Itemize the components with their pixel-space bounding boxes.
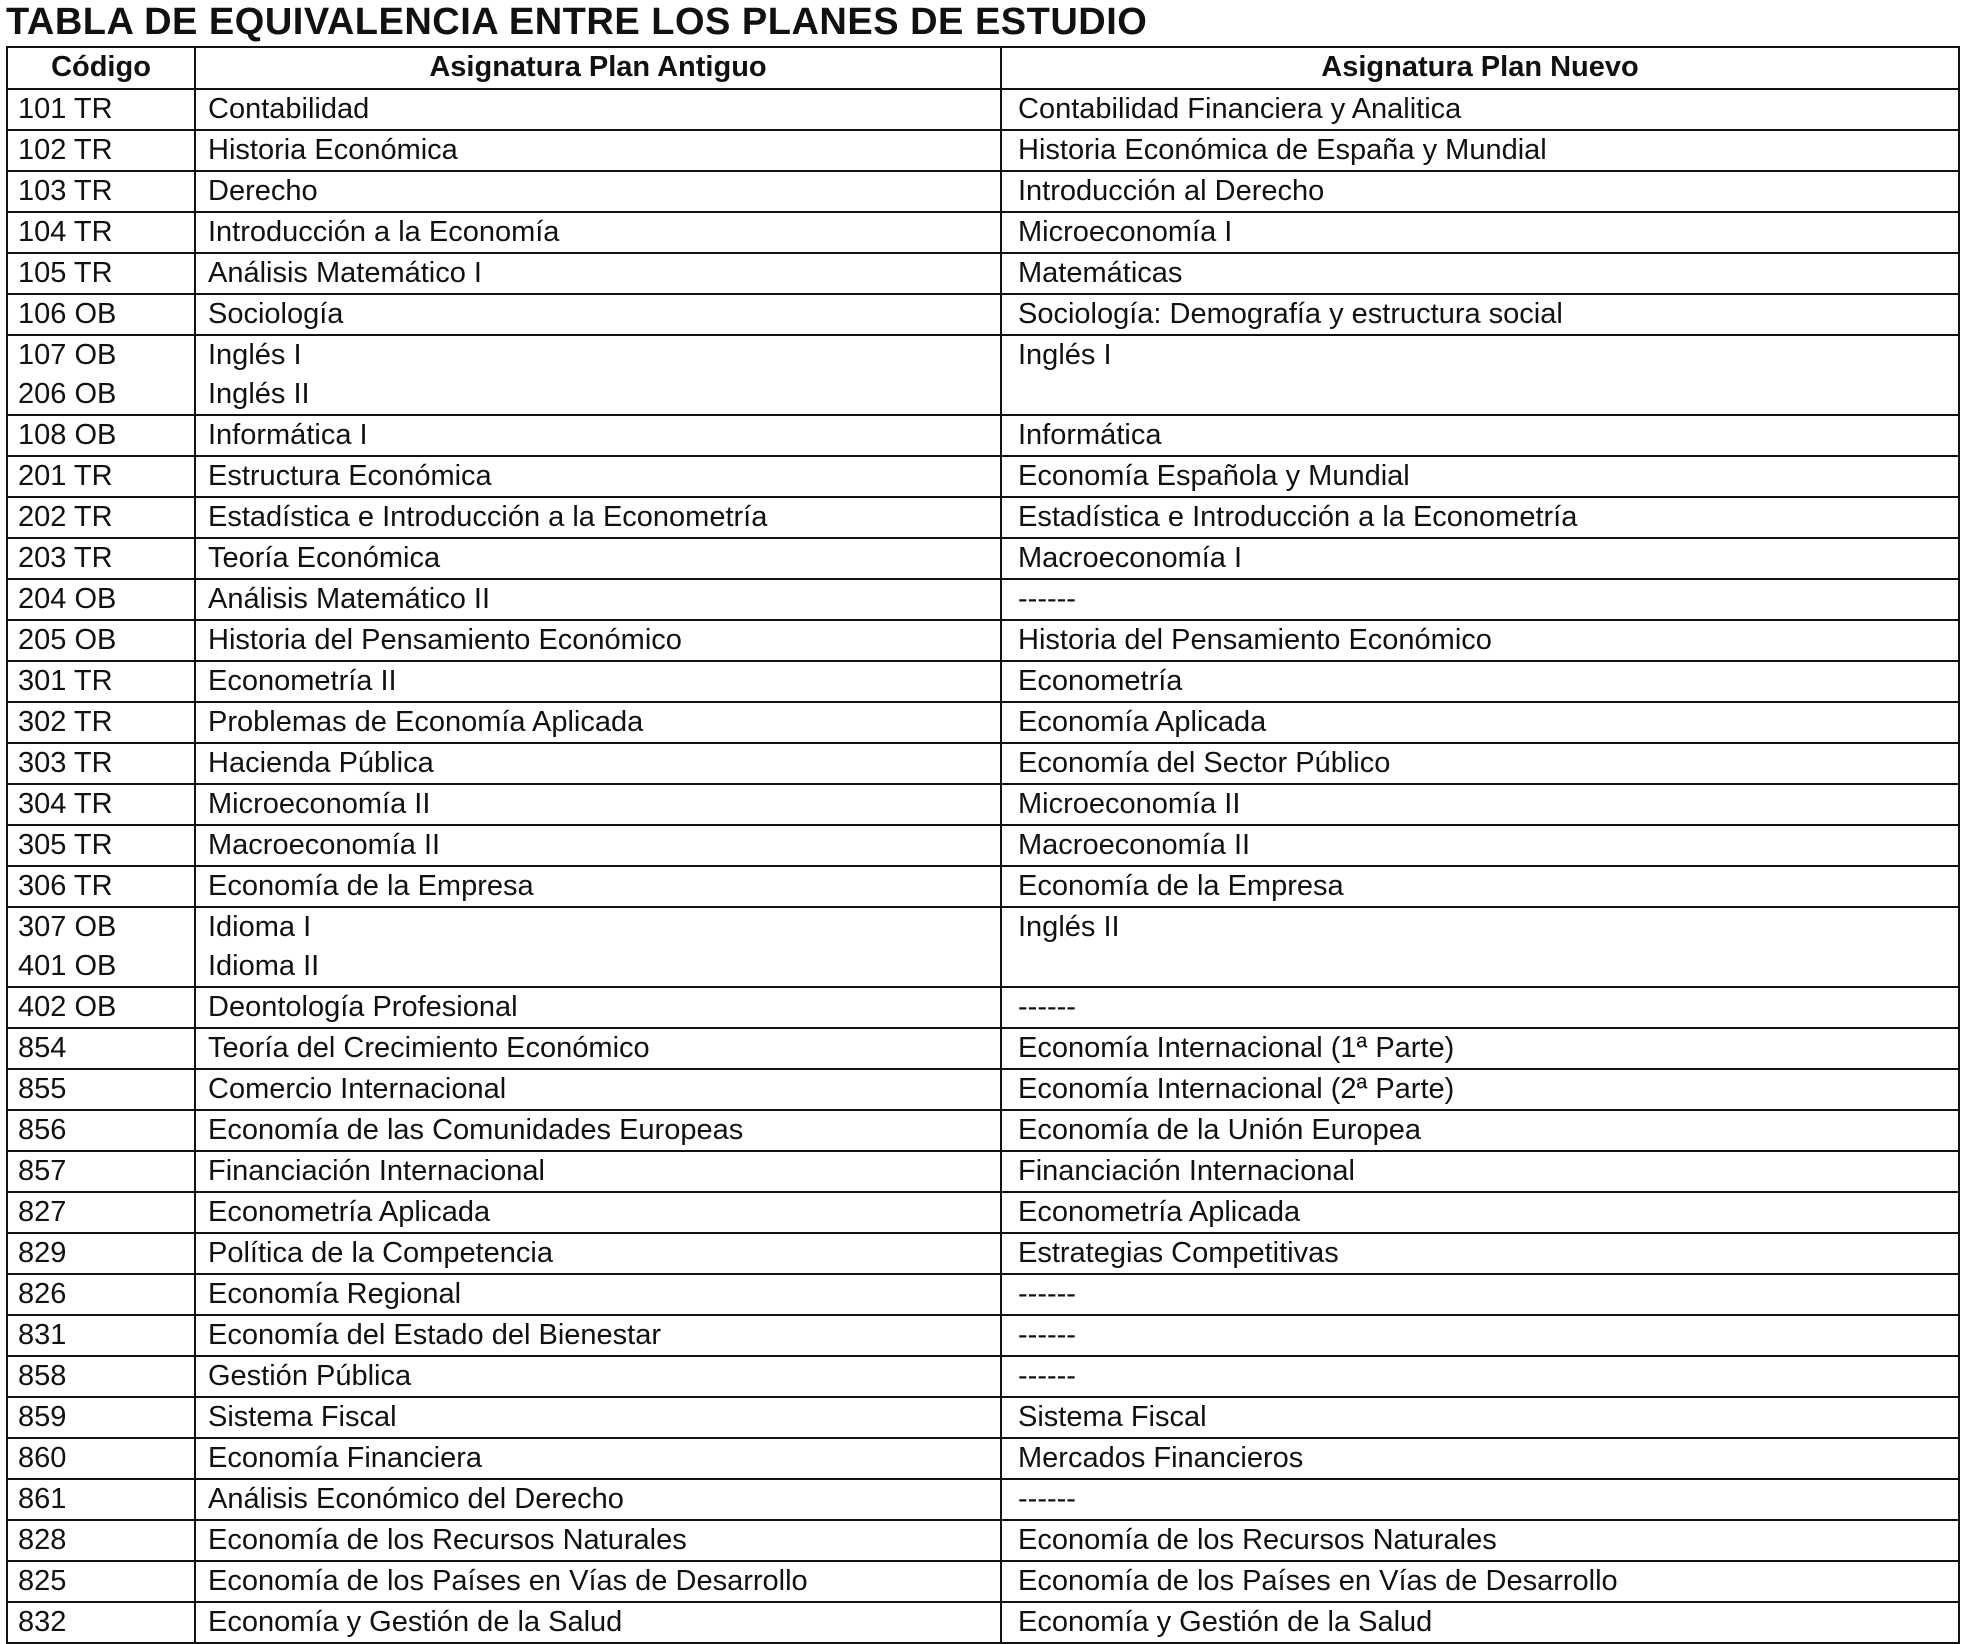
cell-old-subject-text: Macroeconomía II	[208, 829, 441, 861]
cell-code	[7, 1561, 195, 1602]
cell-old-subject	[195, 538, 1001, 579]
cell-new-subject-text: Macroeconomía I	[1018, 542, 1243, 574]
cell-old-subject-text: Teoría del Crecimiento Económico	[208, 1032, 650, 1064]
cell-new-subject-text: Econometría	[1018, 665, 1183, 697]
cell-old-subject	[195, 253, 1001, 294]
cell-new-subject	[1001, 1028, 1959, 1069]
cell-old-subject	[195, 784, 1001, 825]
table-row	[7, 1274, 1959, 1315]
cell-new-subject	[1001, 89, 1959, 130]
cell-old-subject-text: Economía del Estado del Bienestar	[208, 1319, 661, 1351]
cell-code	[7, 1356, 195, 1397]
cell-old-subject-text: Teoría Económica	[208, 542, 441, 574]
cell-new-subject-text: Financiación Internacional	[1018, 1155, 1355, 1187]
cell-old-subject	[195, 1151, 1001, 1192]
cell-new-subject	[1001, 579, 1959, 620]
cell-old-subject	[195, 212, 1001, 253]
cell-old-subject-text: Microeconomía II	[208, 788, 431, 820]
cell-old-subject-text: Comercio Internacional	[208, 1073, 507, 1105]
table-row	[7, 456, 1959, 497]
cell-code-text: 857	[18, 1155, 67, 1187]
cell-old-subject-text: Historia del Pensamiento Económico	[208, 624, 682, 656]
cell-code-text: 306 TR	[18, 870, 113, 902]
cell-code-text: 206 OB	[18, 378, 117, 410]
cell-code	[7, 1069, 195, 1110]
cell-code-text: 204 OB	[18, 583, 117, 615]
cell-new-subject-text: Microeconomía I	[1018, 216, 1233, 248]
cell-new-subject	[1001, 1110, 1959, 1151]
cell-new-subject-text: Microeconomía II	[1018, 788, 1241, 820]
cell-old-subject	[195, 497, 1001, 538]
cell-code	[7, 1479, 195, 1520]
cell-old-subject	[195, 1479, 1001, 1520]
cell-code	[7, 1233, 195, 1274]
cell-old-subject	[195, 907, 1001, 987]
cell-old-subject-text: Política de la Competencia	[208, 1237, 553, 1269]
cell-old-subject-text: Derecho	[208, 175, 318, 207]
cell-old-subject-text: Historia Económica	[208, 134, 458, 166]
cell-code-text: 861	[18, 1483, 67, 1515]
cell-new-subject	[1001, 294, 1959, 335]
cell-new-subject-text: ------	[1018, 991, 1076, 1023]
table-row	[7, 579, 1959, 620]
cell-old-subject	[195, 661, 1001, 702]
cell-code-text: 831	[18, 1319, 67, 1351]
cell-new-subject	[1001, 987, 1959, 1028]
cell-old-subject-text: Informática I	[208, 419, 368, 451]
cell-new-subject-text	[1018, 947, 1958, 986]
cell-old-subject	[195, 1397, 1001, 1438]
cell-new-subject	[1001, 1561, 1959, 1602]
table-row	[7, 130, 1959, 171]
cell-old-subject-text: Análisis Matemático II	[208, 583, 491, 615]
cell-code	[7, 1110, 195, 1151]
cell-new-subject	[1001, 538, 1959, 579]
cell-code	[7, 294, 195, 335]
cell-new-subject-text: Economía Internacional (2ª Parte)	[1018, 1073, 1455, 1105]
cell-old-subject-text: Sistema Fiscal	[208, 1401, 397, 1433]
cell-code-text: 855	[18, 1073, 67, 1105]
cell-new-subject-text: Economía y Gestión de la Salud	[1018, 1606, 1433, 1638]
cell-code	[7, 987, 195, 1028]
cell-old-subject-text: Economía Financiera	[208, 1442, 483, 1474]
cell-code-text: 305 TR	[18, 829, 113, 861]
cell-old-subject-text: Inglés I	[208, 339, 302, 371]
cell-code	[7, 702, 195, 743]
cell-new-subject	[1001, 253, 1959, 294]
cell-new-subject-text: Inglés I	[1018, 339, 1112, 371]
table-row	[7, 171, 1959, 212]
cell-old-subject	[195, 1561, 1001, 1602]
cell-old-subject-text: Inglés II	[208, 378, 310, 410]
cell-code	[7, 415, 195, 456]
cell-new-subject	[1001, 907, 1959, 987]
cell-new-subject-text: Estadística e Introducción a la Econometría	[1018, 501, 1578, 533]
cell-code-text: 203 TR	[18, 542, 113, 574]
cell-old-subject-text: Idioma I	[208, 911, 312, 943]
cell-code	[7, 538, 195, 579]
table-row	[7, 1151, 1959, 1192]
cell-old-subject	[195, 620, 1001, 661]
cell-code-text: 101 TR	[18, 93, 113, 125]
cell-new-subject	[1001, 1602, 1959, 1643]
cell-old-subject-text: Estadística e Introducción a la Econometría	[208, 501, 768, 533]
cell-new-subject-text: Economía Española y Mundial	[1018, 460, 1410, 492]
cell-code-text: 201 TR	[18, 460, 113, 492]
cell-old-subject	[195, 825, 1001, 866]
cell-old-subject	[195, 1356, 1001, 1397]
cell-old-subject	[195, 294, 1001, 335]
page-title: TABLA DE EQUIVALENCIA ENTRE LOS PLANES DE ESTUDIO	[6, 1, 1148, 43]
cell-new-subject-text: Estrategias Competitivas	[1018, 1237, 1339, 1269]
cell-new-subject-text: Economía Aplicada	[1018, 706, 1267, 738]
table-row	[7, 702, 1959, 743]
cell-new-subject	[1001, 1520, 1959, 1561]
cell-code-text: 303 TR	[18, 747, 113, 779]
cell-code	[7, 1397, 195, 1438]
table-row	[7, 784, 1959, 825]
table-row	[7, 1069, 1959, 1110]
cell-old-subject-text: Economía de los Países en Vías de Desarrollo	[208, 1565, 808, 1597]
cell-new-subject-text: Sociología: Demografía y estructura social	[1018, 298, 1563, 330]
cell-code-text: 825	[18, 1565, 67, 1597]
cell-old-subject	[195, 702, 1001, 743]
cell-new-subject-text: Historia del Pensamiento Económico	[1018, 624, 1492, 656]
cell-new-subject-text: Economía de los Países en Vías de Desarrollo	[1018, 1565, 1618, 1597]
cell-new-subject	[1001, 497, 1959, 538]
cell-code	[7, 784, 195, 825]
cell-new-subject	[1001, 661, 1959, 702]
table-row	[7, 866, 1959, 907]
cell-new-subject	[1001, 1479, 1959, 1520]
cell-code-text: 402 OB	[18, 991, 117, 1023]
cell-new-subject	[1001, 620, 1959, 661]
cell-code-text: 107 OB	[18, 339, 117, 371]
cell-new-subject	[1001, 456, 1959, 497]
cell-new-subject	[1001, 212, 1959, 253]
cell-new-subject	[1001, 1356, 1959, 1397]
cell-old-subject-text: Problemas de Economía Aplicada	[208, 706, 644, 738]
cell-old-subject-text: Economía de las Comunidades Europeas	[208, 1114, 744, 1146]
table-row	[7, 1028, 1959, 1069]
cell-new-subject	[1001, 1315, 1959, 1356]
cell-code-text: 105 TR	[18, 257, 113, 289]
cell-code	[7, 497, 195, 538]
cell-old-subject-text: Econometría Aplicada	[208, 1196, 491, 1228]
cell-code-text: 859	[18, 1401, 67, 1433]
cell-code-text: 858	[18, 1360, 67, 1392]
table-row	[7, 1520, 1959, 1561]
cell-old-subject-text: Hacienda Pública	[208, 747, 434, 779]
cell-code	[7, 212, 195, 253]
cell-new-subject	[1001, 866, 1959, 907]
cell-old-subject	[195, 456, 1001, 497]
cell-new-subject-text: Informática	[1018, 419, 1162, 451]
cell-old-subject	[195, 1315, 1001, 1356]
cell-old-subject-text: Análisis Matemático I	[208, 257, 482, 289]
cell-code	[7, 1520, 195, 1561]
cell-code-text: 102 TR	[18, 134, 113, 166]
table-row	[7, 907, 1959, 987]
cell-new-subject-text: Economía del Sector Público	[1018, 747, 1391, 779]
cell-old-subject	[195, 89, 1001, 130]
cell-new-subject-text: ------	[1018, 583, 1076, 615]
cell-old-subject-text: Estructura Económica	[208, 460, 492, 492]
cell-code	[7, 1315, 195, 1356]
cell-old-subject-text: Gestión Pública	[208, 1360, 412, 1392]
cell-new-subject-text: Introducción al Derecho	[1018, 175, 1325, 207]
cell-code-text: 302 TR	[18, 706, 113, 738]
cell-code	[7, 253, 195, 294]
table-row	[7, 294, 1959, 335]
cell-new-subject	[1001, 1192, 1959, 1233]
cell-new-subject-text: Inglés II	[1018, 911, 1120, 943]
cell-code-text: 108 OB	[18, 419, 117, 451]
table-row	[7, 1356, 1959, 1397]
table-row	[7, 1192, 1959, 1233]
cell-old-subject	[195, 1110, 1001, 1151]
table-row	[7, 497, 1959, 538]
table-body	[7, 89, 1959, 1643]
cell-code-text: 854	[18, 1032, 67, 1064]
cell-old-subject	[195, 1438, 1001, 1479]
cell-new-subject	[1001, 1397, 1959, 1438]
cell-old-subject-text: Economía de los Recursos Naturales	[208, 1524, 687, 1556]
equivalence-table	[6, 46, 1960, 1644]
column-header-new-plan: Asignatura Plan Nuevo	[1001, 47, 1959, 89]
cell-old-subject-text: Introducción a la Economía	[208, 216, 560, 248]
cell-new-subject-text: Contabilidad Financiera y Analitica	[1018, 93, 1462, 125]
table-row	[7, 825, 1959, 866]
cell-new-subject	[1001, 825, 1959, 866]
cell-code	[7, 1602, 195, 1643]
cell-old-subject-text: Economía de la Empresa	[208, 870, 534, 902]
cell-code	[7, 1028, 195, 1069]
cell-old-subject	[195, 1028, 1001, 1069]
cell-new-subject	[1001, 743, 1959, 784]
cell-new-subject	[1001, 335, 1959, 415]
cell-old-subject	[195, 1274, 1001, 1315]
cell-new-subject	[1001, 784, 1959, 825]
cell-code-text: 860	[18, 1442, 67, 1474]
cell-old-subject-text: Contabilidad	[208, 93, 370, 125]
cell-old-subject	[195, 866, 1001, 907]
cell-code-text: 205 OB	[18, 624, 117, 656]
cell-code	[7, 579, 195, 620]
cell-new-subject-text: ------	[1018, 1483, 1076, 1515]
table-row	[7, 1561, 1959, 1602]
cell-code-text: 827	[18, 1196, 67, 1228]
column-header-code: Código	[7, 47, 195, 89]
cell-new-subject-text: Econometría Aplicada	[1018, 1196, 1301, 1228]
table-row	[7, 1397, 1959, 1438]
cell-old-subject-text: Idioma II	[208, 950, 320, 982]
cell-new-subject-text: Macroeconomía II	[1018, 829, 1251, 861]
table-row	[7, 89, 1959, 130]
cell-old-subject	[195, 1192, 1001, 1233]
cell-new-subject-text: Mercados Financieros	[1018, 1442, 1304, 1474]
cell-new-subject	[1001, 1151, 1959, 1192]
cell-new-subject-text: Economía de la Empresa	[1018, 870, 1344, 902]
cell-new-subject	[1001, 1274, 1959, 1315]
cell-code	[7, 1192, 195, 1233]
column-header-old-plan: Asignatura Plan Antiguo	[195, 47, 1001, 89]
cell-code	[7, 1438, 195, 1479]
table-row	[7, 987, 1959, 1028]
cell-new-subject	[1001, 1438, 1959, 1479]
table-row	[7, 212, 1959, 253]
cell-code-text: 826	[18, 1278, 67, 1310]
cell-new-subject-text: Sistema Fiscal	[1018, 1401, 1207, 1433]
cell-old-subject	[195, 130, 1001, 171]
cell-code-text: 301 TR	[18, 665, 113, 697]
cell-code-text: 401 OB	[18, 950, 117, 982]
cell-new-subject	[1001, 702, 1959, 743]
cell-new-subject	[1001, 130, 1959, 171]
table-row	[7, 743, 1959, 784]
cell-old-subject	[195, 1233, 1001, 1274]
cell-new-subject	[1001, 1233, 1959, 1274]
cell-code	[7, 130, 195, 171]
cell-old-subject	[195, 1602, 1001, 1643]
cell-code-text: 104 TR	[18, 216, 113, 248]
cell-code-text: 828	[18, 1524, 67, 1556]
cell-old-subject	[195, 987, 1001, 1028]
cell-new-subject-text	[1018, 375, 1958, 414]
table-row	[7, 1479, 1959, 1520]
table-row	[7, 1438, 1959, 1479]
cell-code-text: 829	[18, 1237, 67, 1269]
cell-new-subject	[1001, 171, 1959, 212]
cell-old-subject-text: Financiación Internacional	[208, 1155, 545, 1187]
cell-new-subject-text: Economía Internacional (1ª Parte)	[1018, 1032, 1455, 1064]
cell-new-subject-text: Economía de los Recursos Naturales	[1018, 1524, 1497, 1556]
table-row	[7, 661, 1959, 702]
cell-code-text: 106 OB	[18, 298, 117, 330]
cell-old-subject-text: Deontología Profesional	[208, 991, 518, 1023]
cell-code-text: 304 TR	[18, 788, 113, 820]
table-row	[7, 1315, 1959, 1356]
cell-old-subject	[195, 335, 1001, 415]
cell-code-text: 103 TR	[18, 175, 113, 207]
cell-old-subject	[195, 171, 1001, 212]
cell-new-subject	[1001, 415, 1959, 456]
table-row	[7, 335, 1959, 415]
table-row	[7, 1233, 1959, 1274]
cell-new-subject-text: Economía de la Unión Europea	[1018, 1114, 1422, 1146]
cell-code	[7, 743, 195, 784]
cell-code	[7, 335, 195, 415]
cell-code	[7, 907, 195, 987]
cell-code	[7, 1151, 195, 1192]
cell-old-subject-text: Análisis Económico del Derecho	[208, 1483, 624, 1515]
cell-old-subject-text: Economía Regional	[208, 1278, 462, 1310]
cell-code-text: 307 OB	[18, 911, 117, 943]
cell-code-text: 202 TR	[18, 501, 113, 533]
table-row	[7, 620, 1959, 661]
cell-code	[7, 866, 195, 907]
table-row	[7, 1110, 1959, 1151]
cell-new-subject-text: Matemáticas	[1018, 257, 1183, 289]
cell-code	[7, 456, 195, 497]
table-row	[7, 415, 1959, 456]
cell-old-subject	[195, 743, 1001, 784]
cell-old-subject-text: Sociología	[208, 298, 344, 330]
cell-code-text: 856	[18, 1114, 67, 1146]
cell-old-subject	[195, 579, 1001, 620]
cell-new-subject-text: ------	[1018, 1278, 1076, 1310]
cell-old-subject	[195, 415, 1001, 456]
cell-new-subject-text: Historia Económica de España y Mundial	[1018, 134, 1547, 166]
table-row	[7, 253, 1959, 294]
cell-code-text: 832	[18, 1606, 67, 1638]
cell-code	[7, 89, 195, 130]
cell-code	[7, 1274, 195, 1315]
table-header-row	[7, 47, 1959, 89]
cell-old-subject	[195, 1520, 1001, 1561]
cell-new-subject-text: ------	[1018, 1360, 1076, 1392]
cell-code	[7, 620, 195, 661]
cell-code	[7, 661, 195, 702]
cell-old-subject-text: Economía y Gestión de la Salud	[208, 1606, 623, 1638]
table-row	[7, 538, 1959, 579]
cell-code	[7, 825, 195, 866]
cell-old-subject-text: Econometría II	[208, 665, 397, 697]
cell-old-subject	[195, 1069, 1001, 1110]
cell-code	[7, 171, 195, 212]
table-row	[7, 1602, 1959, 1643]
cell-new-subject	[1001, 1069, 1959, 1110]
cell-new-subject-text: ------	[1018, 1319, 1076, 1351]
